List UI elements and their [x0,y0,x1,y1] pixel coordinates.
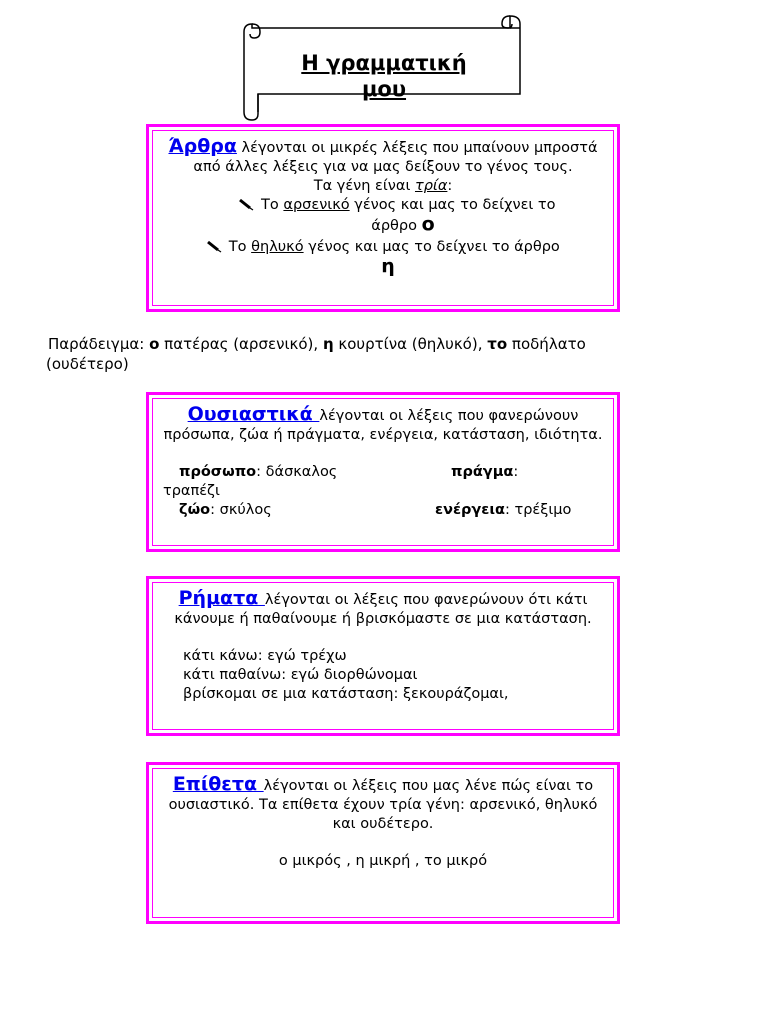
pencil-icon [238,198,256,212]
example-line-1 [48,334,738,354]
pencil-icon [206,240,224,254]
page-title [262,50,506,102]
arthra-genders [163,177,603,196]
example-prefix: Παράδειγμα: [48,335,150,353]
example-label-energy: ενέργεια [435,502,505,518]
example-article-1: ο [149,335,160,353]
rimata-definition [163,589,603,629]
example-word-2: κουρτίνα (θηλυκό), [333,335,488,353]
epitheta-definition [163,775,603,834]
ousiastika-box [146,392,620,552]
epitheta-box [146,762,620,924]
rimata-definition-text: λέγονται οι λέξεις που φανερώνουν ότι κάτι κάνουμε ή παθαίνουμε ή βρισκόμαστε σε μια κατάσταση. [174,592,592,627]
example-paragraph [48,334,738,374]
genders-word: τρία [414,178,448,194]
example-value-person: : δάσκαλος [256,464,338,480]
epitheta-example: ο μικρός , η μικρή , το μικρό [278,853,488,869]
example-value-thing: : [513,464,519,480]
arthra-definition-text: λέγονται οι μικρές λέξεις που μπαίνουν μπροστά από άλλες λέξεις για να μας δείξουν το γένος τους. [193,140,598,175]
arthra-definition [163,137,603,177]
example-label-animal: ζώο [179,502,211,518]
genders-suffix: : [447,178,453,194]
ousiastika-row-1 [163,463,603,482]
item1-gender: αρσενικό [283,197,350,213]
arthra-item-1-cont [163,215,603,236]
example-value-thing-cont: τραπέζι [163,483,220,499]
epitheta-definition-text: λέγονται οι λέξεις που μας λένε πώς είναι το ουσιαστικό. Τα επίθετα έχουν τρία γένη: αρσενικό, θηλυκό και ουδέτερο. [168,778,598,832]
item2-gender: θηλυκό [251,239,304,255]
rimata-example-3: βρίσκομαι σε μια κατάσταση: ξεκουράζομαι, [183,686,509,702]
rimata-example-2: κάτι παθαίνω: εγώ διορθώνομαι [183,667,418,683]
ousiastika-term: Ουσιαστικά [187,403,320,425]
ousiastika-row-2 [163,501,603,520]
rimata-example-1: κάτι κάνω: εγώ τρέχω [183,648,347,664]
example-label-thing: πράγμα [451,464,514,480]
genders-prefix: Τα γένη είναι [313,178,415,194]
example-article-2: η [322,335,334,353]
rimata-box [146,576,620,736]
example-word-3: ποδήλατο [507,335,586,353]
example-value-energy: : τρέξιμο [504,502,572,518]
ousiastika-definition [163,405,603,445]
item1-text: γένος και μας το δείχνει το [349,197,556,213]
item2-article: η [381,255,395,277]
arthra-box [146,124,620,312]
example-article-3: το [487,335,508,353]
item1-text2: άρθρο [371,218,422,234]
arthra-item-2-cont [163,257,603,278]
item1-prefix: Το [256,197,284,213]
ousiastika-definition-text: λέγονται οι λέξεις που φανερώνουν πρόσωπα, ζώα ή πράγματα, ενέργεια, κατάσταση, ιδιότητα. [163,408,603,443]
item2-prefix: Το [224,239,252,255]
epitheta-term: Επίθετα [172,773,264,795]
title-line-2: μου [361,77,407,101]
example-label-person: πρόσωπο [179,464,257,480]
rimata-term: Ρήματα [178,587,265,609]
item2-text: γένος και μας το δείχνει το άρθρο [303,239,560,255]
example-value-animal: : σκύλος [210,502,272,518]
arthra-item-1 [163,196,603,215]
arthra-term: Άρθρα [168,135,237,157]
title-line-1: Η γραμματική [301,51,467,75]
example-word-1: πατέρας (αρσενικό), [159,335,323,353]
ousiastika-row-1-cont [163,482,603,501]
example-line-2: (ουδέτερο) [46,355,129,373]
item1-article: ο [421,213,435,235]
